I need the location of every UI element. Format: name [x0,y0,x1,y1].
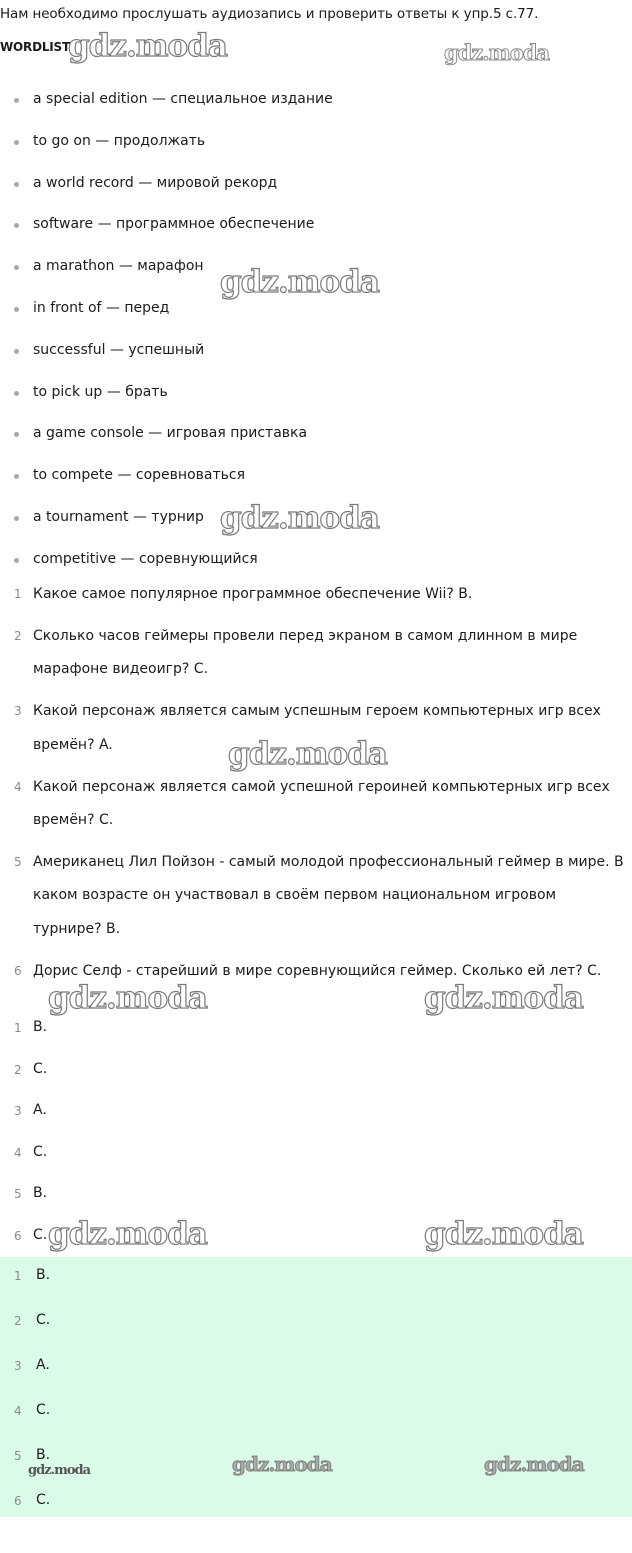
answer-value: B. [33,1185,48,1202]
question-number: 6 [14,963,22,978]
answer-number: 1 [14,1269,22,1283]
list-item [0,339,632,381]
wordlist-heading: WORDLIST [0,40,70,54]
answer-row [0,1055,632,1097]
answer-value: B. [36,1267,51,1283]
watermark-logo: gdz.moda [424,980,583,1016]
list-item-text: to go on — продолжать [33,132,206,149]
answer-number: 3 [14,1359,22,1373]
watermark-logo: gdz.moda [220,264,379,300]
question-text: Американец Лил Пойзон - самый молодой профессиональный геймер в мире. В каком возрасте он участвовал в своём первом национальном игровом турнире? B. [33,853,624,937]
question-number: 4 [14,779,22,794]
question-text: Сколько часов геймеры провели перед экраном в самом длинном в мире марафоне видеоигр? C. [33,627,578,678]
bullet-icon [14,140,19,145]
question-text: Какой персонаж является самой успешной героиней компьютерных игр всех времён? C. [33,778,610,828]
answer-value: A. [33,1102,47,1119]
watermark-logo: gdz.moda [48,1216,207,1252]
question-item [0,578,632,611]
list-item-text: a special edition — специальное издание [33,91,333,107]
bullet-icon [14,558,19,563]
question-item [0,846,632,946]
answer-value: C. [36,1312,51,1328]
watermark-logo: gdz.moda [28,1463,91,1478]
answer-row [0,1482,632,1527]
list-item [0,88,632,130]
list-item-text: to compete — соревноваться [33,467,245,484]
answer-number: 6 [14,1228,22,1243]
answer-row [0,1138,632,1180]
bullet-icon [14,223,19,228]
answer-number: 6 [14,1494,22,1508]
watermark-logo: gdz.moda [232,1452,332,1476]
answer-row [0,1179,632,1221]
list-item-text: successful — успешный [33,341,205,358]
watermark-logo: gdz.moda [68,28,227,64]
answer-number: 3 [14,1104,22,1119]
answer-number: 2 [14,1062,22,1077]
question-number: 3 [14,704,22,719]
question-number: 1 [14,587,22,601]
answer-number: 4 [14,1404,22,1418]
answer-number: 4 [14,1145,22,1160]
answer-value: A. [36,1357,50,1373]
bullet-icon [14,516,19,521]
bullet-icon [14,98,19,103]
list-item [0,172,632,214]
answer-number: 5 [14,1187,22,1202]
question-item [0,620,632,687]
question-text: Какое самое популярное программное обеспечение Wii? B. [33,586,473,602]
answer-value: C. [33,1143,48,1160]
list-item [0,422,632,464]
list-item [0,130,632,172]
list-item-text: a tournament — турнир [33,508,204,525]
list-item-text: a game console — игровая приставка [33,425,308,442]
watermark-logo: gdz.moda [484,1452,584,1476]
bullet-icon [14,265,19,270]
watermark-logo: gdz.moda [228,736,387,772]
answer-value: C. [33,1060,48,1077]
list-item-text: competitive — соревнующийся [33,550,258,567]
answer-number: 5 [14,1449,22,1463]
list-item [0,381,632,423]
answer-value: C. [36,1402,51,1418]
answer-value: B. [33,1019,48,1035]
watermark-logo: gdz.moda [220,500,379,536]
list-item [0,297,632,339]
watermark-logo: gdz.moda [48,980,207,1016]
answer-number: 2 [14,1314,22,1328]
bullet-icon [14,307,19,312]
answer-value: C. [33,1226,48,1243]
answer-number: 1 [14,1021,22,1035]
answer-row [0,1257,632,1302]
questions-list [0,578,632,996]
answer-row [0,1096,632,1138]
answer-row [0,1013,632,1055]
question-item [0,771,632,838]
list-item-text: a marathon — марафон [33,258,204,275]
list-item-text: to pick up — брать [33,383,168,400]
highlighted-answers-box [0,1257,632,1517]
list-item-text: a world record — мировой рекорд [33,174,278,191]
answer-value: C. [36,1492,51,1508]
bullet-icon [14,474,19,479]
answer-row [0,1302,632,1347]
bullet-icon [14,391,19,396]
list-item-text: software — программное обеспечение [33,216,315,233]
question-text: Какой персонаж является самым успешным героем компьютерных игр всех времён? A. [33,703,601,753]
bullet-icon [14,182,19,187]
list-item [0,213,632,255]
answer-row [0,1392,632,1437]
watermark-logo: gdz.moda [424,1216,583,1252]
question-number: 2 [14,628,22,643]
answer-row [0,1347,632,1392]
question-number: 5 [14,854,22,869]
question-text: Дорис Селф - старейший в мире соревнующийся геймер. Сколько ей лет? C. [33,962,602,979]
intro-text: Нам необходимо прослушать аудиозапись и проверить ответы к упр.5 с.77. [0,6,539,22]
list-item-text: in front of — перед [33,299,170,316]
watermark-logo: gdz.moda [444,40,550,65]
bullet-icon [14,432,19,437]
answer-value: B. [36,1447,51,1463]
bullet-icon [14,349,19,354]
